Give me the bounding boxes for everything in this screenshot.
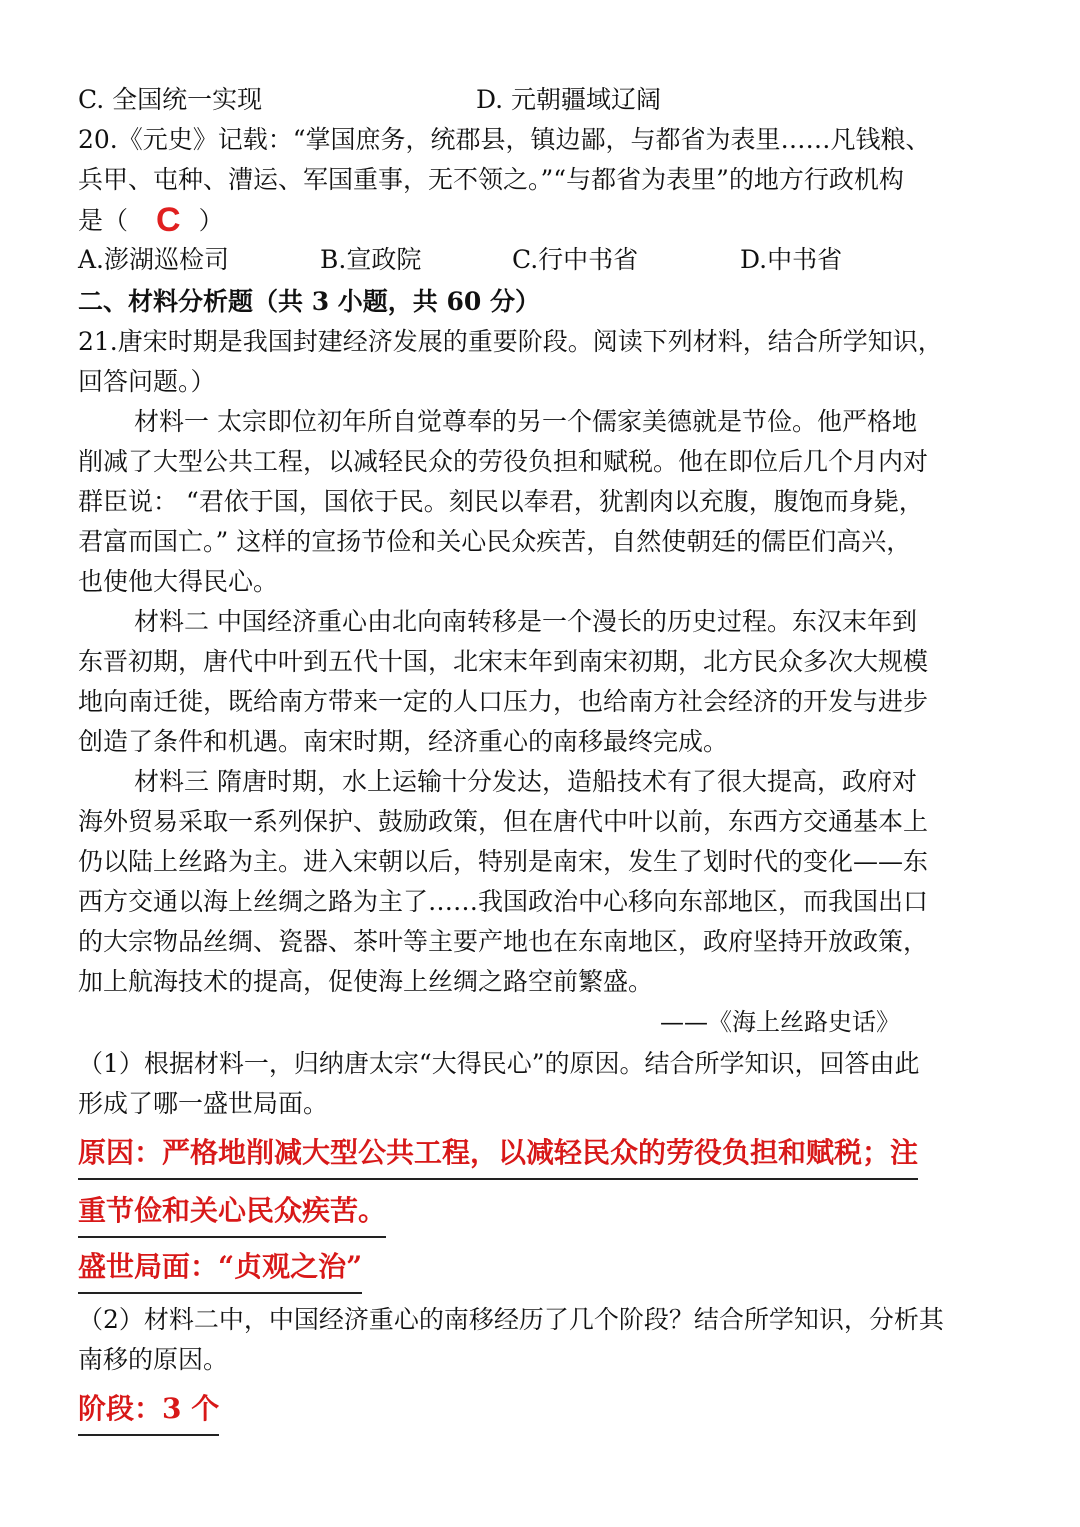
material1-line: 群臣说： “君依于国，国依于民。刻民以奉君，犹割肉以充腹，腹饱而身毙， bbox=[78, 487, 924, 516]
material-source: ——《海上丝路史话》 bbox=[660, 1008, 900, 1036]
q21-intro-line-1: 21.唐宋时期是我国封建经济发展的重要阶段。阅读下列材料，结合所学知识， bbox=[78, 327, 943, 356]
material2-line: 东晋初期，唐代中叶到五代十国，北宋末年到南宋初期，北方民众多次大规模 bbox=[78, 647, 929, 676]
q20-option-a: A.澎湖巡检司 bbox=[78, 245, 230, 274]
q19-option-c: C. 全国统一实现 bbox=[78, 85, 263, 114]
sub2-question-line: （2）材料二中，中国经济重心的南移经历了几个阶段？结合所学知识，分析其 bbox=[78, 1305, 944, 1334]
material1-line: 材料一 太宗即位初年所自觉尊奉的另一个儒家美德就是节俭。他严格地 bbox=[134, 407, 917, 436]
q20-bracket-open: 是（ bbox=[78, 206, 129, 235]
material3-line: 仍以陆上丝路为主。进入宋朝以后，特别是南宋，发生了划时代的变化——东 bbox=[78, 847, 929, 876]
sub1-question-line: （1）根据材料一，归纳唐太宗“大得民心”的原因。结合所学知识，回答由此 bbox=[78, 1049, 920, 1078]
q20-option-b: B.宣政院 bbox=[320, 245, 422, 274]
section-heading: 二、材料分析题（共 3 小题，共 60 分） bbox=[78, 287, 541, 316]
material1-line: 削减了大型公共工程，以减轻民众的劳役负担和赋税。他在即位后几个月内对 bbox=[78, 447, 929, 476]
sub1-answer-line: 盛世局面：“贞观之治” bbox=[78, 1246, 362, 1294]
material2-line: 材料二 中国经济重心由北向南转移是一个漫长的历史过程。东汉末年到 bbox=[134, 607, 917, 636]
sub2-question-line: 南移的原因。 bbox=[78, 1345, 229, 1374]
sub1-answer-line: 重节俭和关心民众疾苦。 bbox=[78, 1190, 386, 1238]
material3-line: 加上航海技术的提高，促使海上丝绸之路空前繁盛。 bbox=[78, 967, 654, 996]
q20-line-3 bbox=[78, 200, 1008, 241]
material1-line: 也使他大得民心。 bbox=[78, 567, 279, 596]
material2-line: 地向南迁徙，既给南方带来一定的人口压力，也给南方社会经济的开发与进步 bbox=[78, 687, 929, 716]
q20-answer: C bbox=[156, 201, 181, 239]
material3-line: 西方交通以海上丝绸之路为主了……我国政治中心移向东部地区，而我国出口 bbox=[78, 887, 929, 916]
q20-line-2: 兵甲、屯种、漕运、军国重事，无不领之。”“与都省为表里”的地方行政机构 bbox=[78, 165, 904, 194]
sub1-question-line: 形成了哪一盛世局面。 bbox=[78, 1089, 329, 1118]
material3-line: 海外贸易采取一系列保护、鼓励政策，但在唐代中叶以前，东西方交通基本上 bbox=[78, 807, 929, 836]
q20-option-c: C.行中书省 bbox=[512, 245, 639, 274]
q21-intro-line-2: 回答问题。） bbox=[78, 367, 216, 396]
material3-line: 的大宗物品丝绸、瓷器、茶叶等主要产地也在东南地区，政府坚持开放政策， bbox=[78, 927, 929, 956]
sub2-answer: 阶段：3 个 bbox=[78, 1388, 219, 1436]
q20-option-d: D.中书省 bbox=[740, 245, 843, 274]
material2-line: 创造了条件和机遇。南宋时期，经济重心的南移最终完成。 bbox=[78, 727, 729, 756]
q20-line-1: 20.《元史》记载：“掌国庶务，统郡县，镇边鄙，与都省为表里……凡钱粮、 bbox=[78, 125, 931, 154]
q19-option-d: D. 元朝疆域辽阔 bbox=[476, 85, 662, 114]
q20-bracket-close: ） bbox=[198, 206, 224, 235]
material3-line: 材料三 隋唐时期，水上运输十分发达，造船技术有了很大提高，政府对 bbox=[134, 767, 917, 796]
material1-line: 君富而国亡。” 这样的宣扬节俭和关心民众疾苦，自然使朝廷的儒臣们高兴， bbox=[78, 527, 912, 556]
sub1-answer-line: 原因：严格地削减大型公共工程，以减轻民众的劳役负担和赋税；注 bbox=[78, 1132, 918, 1180]
